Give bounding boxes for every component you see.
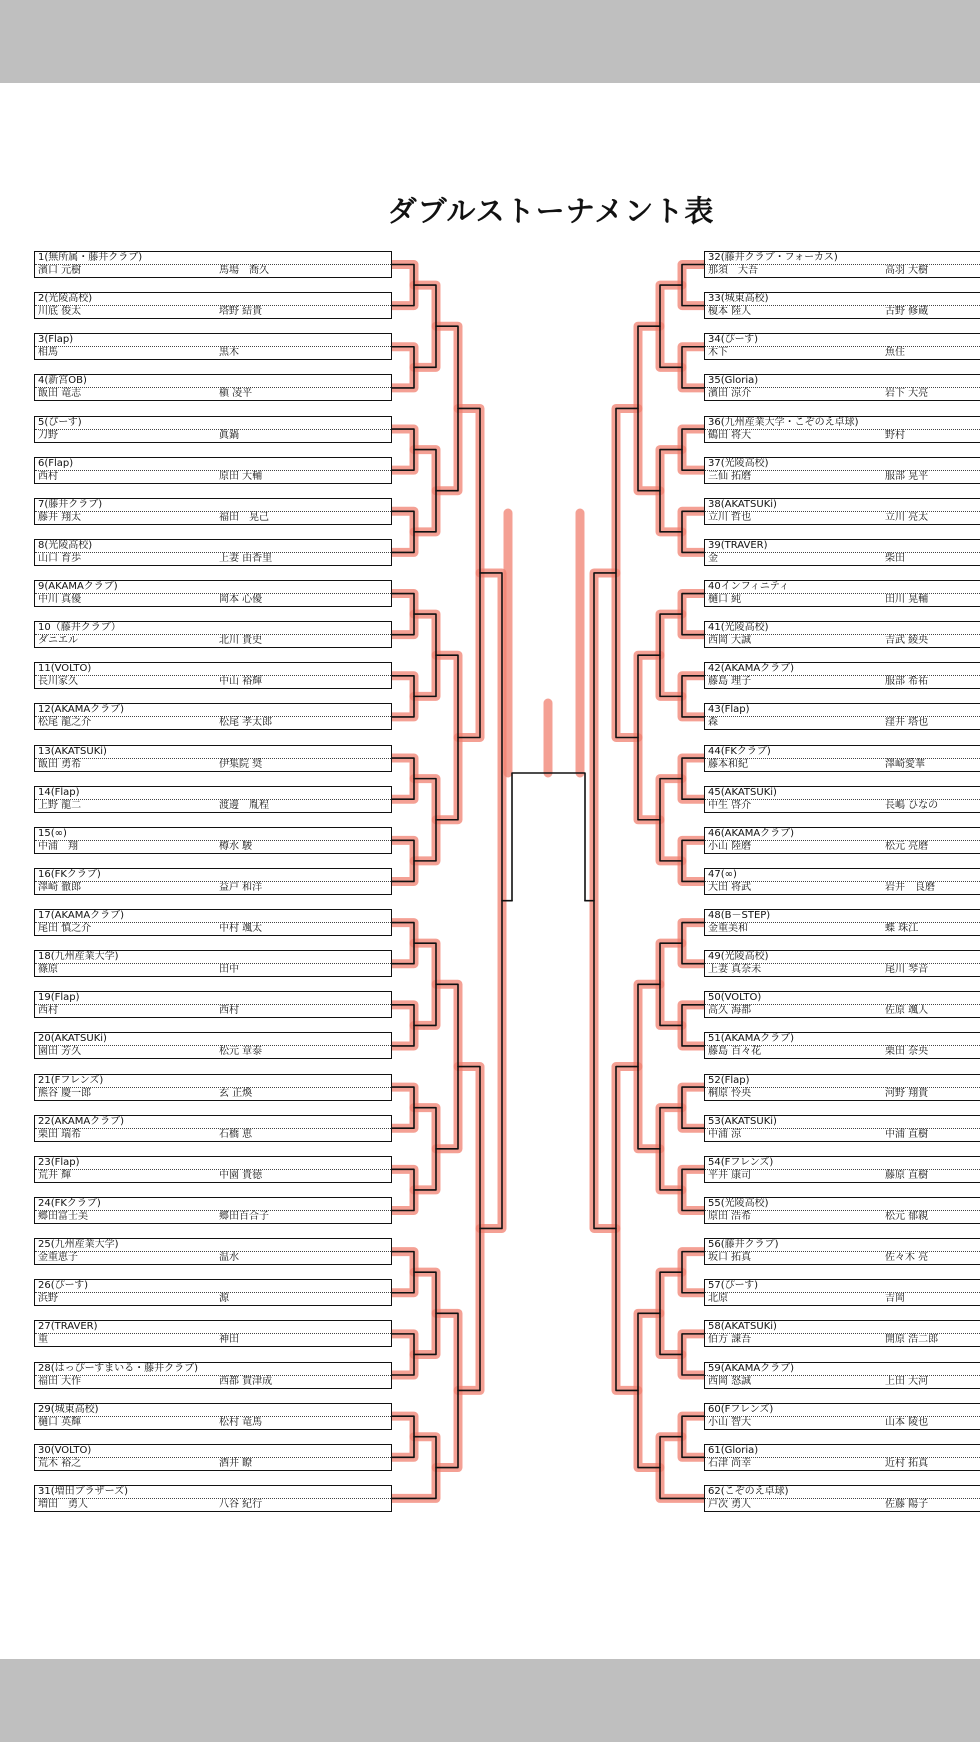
player-1: 山口 育歩 bbox=[38, 552, 82, 564]
player-1: 藤島 百々花 bbox=[708, 1046, 762, 1058]
player-2: 樽水 駿 bbox=[219, 840, 253, 852]
team-name: 43(Flap) bbox=[708, 704, 750, 716]
dotted-divider bbox=[35, 552, 391, 553]
player-2: 服部 希祐 bbox=[885, 676, 929, 688]
team-name: 41(光陵高校) bbox=[708, 622, 769, 634]
player-1: 川底 俊太 bbox=[38, 306, 82, 318]
team-name: 59(AKAMAクラブ) bbox=[708, 1362, 795, 1374]
player-2: 北川 貴史 bbox=[219, 635, 263, 647]
dotted-divider bbox=[35, 1210, 391, 1211]
player-2: 八谷 紀行 bbox=[219, 1498, 263, 1510]
team-name: 27(TRAVER) bbox=[38, 1321, 98, 1333]
player-2: 蝶 珠江 bbox=[885, 923, 919, 935]
team-name: 61(Gloria) bbox=[708, 1444, 759, 1456]
player-2: 塔野 結貴 bbox=[219, 306, 263, 318]
dotted-divider bbox=[35, 1498, 391, 1499]
player-1: 北原 bbox=[708, 1293, 728, 1305]
dotted-divider bbox=[35, 305, 391, 306]
dotted-divider bbox=[35, 1004, 391, 1005]
team-name: 19(Flap) bbox=[38, 992, 80, 1004]
team-name: 17(AKAMAクラブ) bbox=[38, 910, 125, 922]
dotted-divider bbox=[35, 264, 391, 265]
entry-right-24 bbox=[704, 1197, 980, 1224]
team-name: 18(九州産業大学) bbox=[38, 951, 119, 963]
dotted-divider bbox=[35, 1045, 391, 1046]
player-1: 上野 龍二 bbox=[38, 799, 82, 811]
player-1: 濱口 元樹 bbox=[38, 265, 82, 276]
player-2: 田川 晃輔 bbox=[885, 594, 929, 606]
player-2: 益戸 和洋 bbox=[219, 881, 263, 893]
entry-left-5 bbox=[34, 416, 392, 443]
entry-right-15 bbox=[704, 827, 980, 854]
player-1: 金重美和 bbox=[708, 923, 748, 935]
team-name: 52(Flap) bbox=[708, 1074, 750, 1086]
player-1: 西村 bbox=[38, 470, 58, 482]
entry-left-30 bbox=[34, 1444, 392, 1471]
team-name: 11(VOLTO) bbox=[38, 663, 92, 675]
player-2: 福田 晃己 bbox=[219, 511, 269, 523]
player-2: 古野 修蔵 bbox=[885, 306, 929, 318]
player-2: 佐原 颯人 bbox=[885, 1005, 929, 1017]
dotted-divider bbox=[35, 346, 391, 347]
team-name: 62(こぞのえ卓球) bbox=[708, 1485, 789, 1497]
entry-right-18 bbox=[704, 950, 980, 977]
player-2: 岩下 大亮 bbox=[885, 388, 929, 400]
player-2: 眞鍋 bbox=[219, 429, 239, 441]
entry-right-8 bbox=[704, 539, 980, 566]
entry-left-25 bbox=[34, 1238, 392, 1265]
player-2: 吉武 綾央 bbox=[885, 635, 929, 647]
entry-right-4 bbox=[704, 374, 980, 401]
player-2: 中園 貴徳 bbox=[219, 1169, 263, 1181]
player-1: 大田 将武 bbox=[708, 881, 752, 893]
player-1: 西岡 大誠 bbox=[708, 635, 752, 647]
team-name: 23(Flap) bbox=[38, 1156, 80, 1168]
player-2: 上妻 由香里 bbox=[219, 552, 273, 564]
team-name: 58(AKATSUKi) bbox=[708, 1321, 777, 1333]
entry-left-10 bbox=[34, 621, 392, 648]
player-2: 伊集院 奨 bbox=[219, 758, 263, 770]
player-2: 長嶋 ひなの bbox=[885, 799, 939, 811]
player-2: 服部 晃平 bbox=[885, 470, 929, 482]
team-name: 33(城東高校) bbox=[708, 293, 769, 305]
team-name: 54(Fフレンズ) bbox=[708, 1156, 774, 1168]
entry-right-12 bbox=[704, 703, 980, 730]
entry-right-14 bbox=[704, 786, 980, 813]
player-2: 温水 bbox=[219, 1252, 239, 1264]
entry-left-9 bbox=[34, 580, 392, 607]
player-2: 馬場 喬久 bbox=[219, 265, 269, 276]
team-name: 47(∞) bbox=[708, 868, 737, 880]
entry-left-15 bbox=[34, 827, 392, 854]
team-name: 36(九州産業大学・こぞのえ卓球) bbox=[708, 416, 859, 428]
entry-right-21 bbox=[704, 1074, 980, 1101]
team-name: 6(Flap) bbox=[38, 457, 74, 469]
entry-left-16 bbox=[34, 868, 392, 895]
entry-right-17 bbox=[704, 909, 980, 936]
team-name: 34(ぴーす) bbox=[708, 334, 759, 346]
player-1: 相馬 bbox=[38, 347, 58, 359]
team-name: 22(AKAMAクラブ) bbox=[38, 1115, 125, 1127]
player-1: 浜野 bbox=[38, 1293, 58, 1305]
player-2: 柴田 bbox=[885, 552, 905, 564]
team-name: 48(B－STEP) bbox=[708, 910, 771, 922]
player-1: 松尾 龍之介 bbox=[38, 717, 92, 729]
player-1: 荒木 裕之 bbox=[38, 1457, 82, 1469]
player-1: 立川 哲也 bbox=[708, 511, 752, 523]
entry-right-1 bbox=[704, 251, 980, 278]
team-name: 46(AKAMAクラブ) bbox=[708, 827, 795, 839]
team-name: 8(光陵高校) bbox=[38, 539, 93, 551]
player-2: 神田 bbox=[219, 1334, 239, 1346]
player-2: 山本 陵也 bbox=[885, 1416, 929, 1428]
player-1: 重 bbox=[38, 1334, 48, 1346]
dotted-divider bbox=[35, 840, 391, 841]
entry-right-19 bbox=[704, 991, 980, 1018]
player-2: 西都 賀津成 bbox=[219, 1375, 273, 1387]
player-1: 栗田 瑞希 bbox=[38, 1128, 82, 1140]
player-1: 高久 海都 bbox=[708, 1005, 752, 1017]
entry-right-5 bbox=[704, 416, 980, 443]
player-1: 飯田 勇希 bbox=[38, 758, 82, 770]
dotted-divider bbox=[35, 387, 391, 388]
player-1: 飯田 竜志 bbox=[38, 388, 82, 400]
entry-left-18 bbox=[34, 950, 392, 977]
entry-left-20 bbox=[34, 1032, 392, 1059]
team-name: 2(光陵高校) bbox=[38, 293, 93, 305]
final-highlight bbox=[508, 513, 580, 773]
player-2: 岡本 心優 bbox=[219, 594, 263, 606]
player-1: 郷田富士美 bbox=[38, 1210, 88, 1222]
player-1: 原田 浩希 bbox=[708, 1210, 752, 1222]
player-1: 澤崎 徹郎 bbox=[38, 881, 82, 893]
dotted-divider bbox=[705, 1292, 980, 1293]
player-1: 伯方 諌吾 bbox=[708, 1334, 752, 1346]
team-name: 44(FKクラブ) bbox=[708, 745, 771, 757]
team-name: 35(Gloria) bbox=[708, 375, 759, 387]
team-name: 1(無所属・藤井クラブ) bbox=[38, 252, 143, 263]
entry-right-9 bbox=[704, 580, 980, 607]
player-2: 松元 亮磨 bbox=[885, 840, 929, 852]
player-2: 魚住 bbox=[885, 347, 905, 359]
entry-right-16 bbox=[704, 868, 980, 895]
team-name: 39(TRAVER) bbox=[708, 539, 768, 551]
entry-right-6 bbox=[704, 457, 980, 484]
player-1: 樋口 英輝 bbox=[38, 1416, 82, 1428]
team-name: 16(FKクラブ) bbox=[38, 868, 101, 880]
player-2: 渡邊 胤程 bbox=[219, 799, 269, 811]
page-title: ダブルストーナメント表 bbox=[387, 194, 715, 228]
team-name: 53(AKATSUKi) bbox=[708, 1115, 777, 1127]
dotted-divider bbox=[35, 1292, 391, 1293]
player-2: 松元 郁親 bbox=[885, 1210, 929, 1222]
player-1: 三仙 拓磨 bbox=[708, 470, 752, 482]
team-name: 29(城東高校) bbox=[38, 1403, 99, 1415]
dotted-divider bbox=[35, 511, 391, 512]
dotted-divider bbox=[35, 1416, 391, 1417]
final-match bbox=[512, 773, 585, 901]
dotted-divider bbox=[35, 634, 391, 635]
player-2: 松元 章泰 bbox=[219, 1046, 263, 1058]
dotted-divider bbox=[35, 881, 391, 882]
team-name: 51(AKAMAクラブ) bbox=[708, 1033, 795, 1045]
player-2: 中村 颯太 bbox=[219, 923, 263, 935]
team-name: 49(光陵高校) bbox=[708, 951, 769, 963]
player-2: 尾川 琴音 bbox=[885, 964, 929, 976]
player-1: 藤井 翔太 bbox=[38, 511, 82, 523]
dotted-divider bbox=[35, 1128, 391, 1129]
team-name: 20(AKATSUKi) bbox=[38, 1033, 107, 1045]
player-1: 小山 智大 bbox=[708, 1416, 752, 1428]
player-2: 近村 拓真 bbox=[885, 1457, 929, 1469]
player-1: 戸次 勇人 bbox=[708, 1498, 752, 1510]
entry-left-2 bbox=[34, 292, 392, 319]
player-2: 岩井 良磨 bbox=[885, 881, 935, 893]
entry-left-22 bbox=[34, 1115, 392, 1142]
entry-right-22 bbox=[704, 1115, 980, 1142]
team-name: 4(新宮OB) bbox=[38, 375, 87, 387]
dotted-divider bbox=[705, 593, 980, 594]
dotted-divider bbox=[35, 429, 391, 430]
player-1: 平井 康司 bbox=[708, 1169, 752, 1181]
dotted-divider bbox=[35, 1375, 391, 1376]
dotted-divider bbox=[35, 1251, 391, 1252]
player-1: 金重恵子 bbox=[38, 1252, 78, 1264]
player-2: 松尾 孝太郎 bbox=[219, 717, 273, 729]
player-1: 荒井 輝 bbox=[38, 1169, 72, 1181]
entry-right-30 bbox=[704, 1444, 980, 1471]
player-1: 増田 勇人 bbox=[38, 1498, 88, 1510]
player-1: 森 bbox=[708, 717, 718, 729]
player-2: 野村 bbox=[885, 429, 905, 441]
entry-left-6 bbox=[34, 457, 392, 484]
player-1: 西岡 怒誠 bbox=[708, 1375, 752, 1387]
player-2: 栗田 奈央 bbox=[885, 1046, 929, 1058]
player-2: 中浦 直樹 bbox=[885, 1128, 929, 1140]
entry-left-27 bbox=[34, 1320, 392, 1347]
player-2: 窪井 塔也 bbox=[885, 717, 929, 729]
entry-right-28 bbox=[704, 1362, 980, 1389]
player-2: 玄 正煥 bbox=[219, 1087, 253, 1099]
team-name: 40インフィニティ bbox=[708, 581, 790, 593]
player-1: 坂口 拓真 bbox=[708, 1252, 752, 1264]
entry-right-23 bbox=[704, 1156, 980, 1183]
player-2: 上田 大河 bbox=[885, 1375, 929, 1387]
team-name: 14(Flap) bbox=[38, 786, 80, 798]
player-1: ダニエル bbox=[38, 635, 78, 647]
dotted-divider bbox=[35, 1333, 391, 1334]
player-1: 園田 芳久 bbox=[38, 1046, 82, 1058]
team-name: 10（藤井クラブ） bbox=[38, 622, 121, 634]
player-2: 石橋 恵 bbox=[219, 1128, 253, 1140]
entry-right-27 bbox=[704, 1320, 980, 1347]
player-1: 篠原 bbox=[38, 964, 58, 976]
team-name: 13(AKATSUKi) bbox=[38, 745, 107, 757]
entry-right-10 bbox=[704, 621, 980, 648]
team-name: 15(∞) bbox=[38, 827, 67, 839]
entry-left-26 bbox=[34, 1279, 392, 1306]
entry-right-25 bbox=[704, 1238, 980, 1265]
player-2: 吉岡 bbox=[885, 1293, 905, 1305]
entry-left-23 bbox=[34, 1156, 392, 1183]
player-1: 中川 真優 bbox=[38, 594, 82, 606]
entry-right-7 bbox=[704, 498, 980, 525]
entry-right-13 bbox=[704, 745, 980, 772]
player-1: 長川家久 bbox=[38, 676, 78, 688]
team-name: 7(藤井クラブ) bbox=[38, 498, 103, 510]
dotted-divider bbox=[35, 593, 391, 594]
team-name: 57(ぴーす) bbox=[708, 1280, 759, 1292]
team-name: 32(藤井クラブ・フォーカス) bbox=[708, 252, 838, 263]
player-2: 開原 浩二郎 bbox=[885, 1334, 939, 1346]
player-2: 原田 大輔 bbox=[219, 470, 263, 482]
team-name: 9(AKAMAクラブ) bbox=[38, 581, 118, 593]
team-name: 38(AKATSUKi) bbox=[708, 498, 777, 510]
player-1: 中浦 涼 bbox=[708, 1128, 742, 1140]
team-name: 28(はっぴーすまいる・藤井クラブ) bbox=[38, 1362, 199, 1374]
player-2: 西村 bbox=[219, 1005, 239, 1017]
dotted-divider bbox=[35, 799, 391, 800]
team-name: 21(Fフレンズ) bbox=[38, 1074, 104, 1086]
dotted-divider bbox=[35, 758, 391, 759]
dotted-divider bbox=[705, 716, 980, 717]
entry-left-13 bbox=[34, 745, 392, 772]
player-1: 鶴田 将大 bbox=[708, 429, 752, 441]
player-2: 槇 凌平 bbox=[219, 388, 253, 400]
player-1: 上妻 真奈未 bbox=[708, 964, 762, 976]
dotted-divider bbox=[705, 552, 980, 553]
player-2: 立川 亮太 bbox=[885, 511, 929, 523]
entry-left-7 bbox=[34, 498, 392, 525]
player-2: 酒井 瞭 bbox=[219, 1457, 253, 1469]
team-name: 42(AKAMAクラブ) bbox=[708, 663, 795, 675]
team-name: 26(ぴーす) bbox=[38, 1280, 89, 1292]
entry-left-28 bbox=[34, 1362, 392, 1389]
entry-right-11 bbox=[704, 662, 980, 689]
entry-left-8 bbox=[34, 539, 392, 566]
player-1: 濱田 涼介 bbox=[708, 388, 752, 400]
entry-left-19 bbox=[34, 991, 392, 1018]
player-2: 源 bbox=[219, 1293, 229, 1305]
entry-left-29 bbox=[34, 1403, 392, 1430]
player-1: 中生 啓介 bbox=[708, 799, 752, 811]
entry-right-2 bbox=[704, 292, 980, 319]
entry-left-12 bbox=[34, 703, 392, 730]
team-name: 12(AKAMAクラブ) bbox=[38, 704, 125, 716]
entry-right-29 bbox=[704, 1403, 980, 1430]
entry-left-17 bbox=[34, 909, 392, 936]
player-2: 松村 竜馬 bbox=[219, 1416, 263, 1428]
team-name: 5(ぴーす) bbox=[38, 416, 82, 428]
dotted-divider bbox=[705, 346, 980, 347]
player-2: 黒木 bbox=[219, 347, 239, 359]
player-1: 那須 大吾 bbox=[708, 265, 758, 276]
team-name: 50(VOLTO) bbox=[708, 992, 762, 1004]
player-2: 田中 bbox=[219, 964, 239, 976]
player-1: 福田 大作 bbox=[38, 1375, 82, 1387]
player-2: 佐藤 陽子 bbox=[885, 1498, 929, 1510]
entry-left-1 bbox=[34, 251, 392, 278]
entry-right-20 bbox=[704, 1032, 980, 1059]
team-name: 55(光陵高校) bbox=[708, 1197, 769, 1209]
entry-right-31 bbox=[704, 1485, 980, 1512]
entry-left-31 bbox=[34, 1485, 392, 1512]
player-2: 河野 翔貴 bbox=[885, 1087, 929, 1099]
team-name: 24(FKクラブ) bbox=[38, 1197, 101, 1209]
player-1: 中浦 翔 bbox=[38, 840, 78, 852]
player-2: 澤崎愛華 bbox=[885, 758, 925, 770]
player-2: 佐々木 亮 bbox=[885, 1252, 929, 1264]
dotted-divider bbox=[705, 1128, 980, 1129]
player-1: 藤島 理子 bbox=[708, 676, 752, 688]
team-name: 56(藤井クラブ) bbox=[708, 1239, 779, 1251]
team-name: 37(光陵高校) bbox=[708, 457, 769, 469]
entry-left-14 bbox=[34, 786, 392, 813]
entry-left-21 bbox=[34, 1074, 392, 1101]
player-1: 金 bbox=[708, 552, 718, 564]
player-1: 石津 尚幸 bbox=[708, 1457, 752, 1469]
player-2: 郷田百合子 bbox=[219, 1210, 269, 1222]
team-name: 30(VOLTO) bbox=[38, 1444, 92, 1456]
player-1: 木下 bbox=[708, 347, 728, 359]
entry-left-11 bbox=[34, 662, 392, 689]
dotted-divider bbox=[35, 675, 391, 676]
player-2: 中山 裕輝 bbox=[219, 676, 263, 688]
player-1: 藤本和紀 bbox=[708, 758, 748, 770]
entry-right-26 bbox=[704, 1279, 980, 1306]
entry-left-24 bbox=[34, 1197, 392, 1224]
player-1: 刀野 bbox=[38, 429, 58, 441]
entry-left-4 bbox=[34, 374, 392, 401]
dotted-divider bbox=[35, 1169, 391, 1170]
player-1: 桐原 怜央 bbox=[708, 1087, 752, 1099]
player-2: 高羽 大樹 bbox=[885, 265, 929, 276]
dotted-divider bbox=[35, 470, 391, 471]
team-name: 3(Flap) bbox=[38, 334, 74, 346]
player-1: 尾田 慎之介 bbox=[38, 923, 92, 935]
player-1: 樋口 純 bbox=[708, 594, 742, 606]
team-name: 25(九州産業大学) bbox=[38, 1239, 119, 1251]
player-2: 藤原 直樹 bbox=[885, 1169, 929, 1181]
team-name: 60(Fフレンズ) bbox=[708, 1403, 774, 1415]
player-1: 熊谷 慶一郎 bbox=[38, 1087, 92, 1099]
dotted-divider bbox=[35, 1457, 391, 1458]
player-1: 小山 陸磨 bbox=[708, 840, 752, 852]
player-1: 西村 bbox=[38, 1005, 58, 1017]
entry-left-3 bbox=[34, 333, 392, 360]
player-1: 榎本 陸人 bbox=[708, 306, 752, 318]
entry-right-3 bbox=[704, 333, 980, 360]
team-name: 31(増田ブラザーズ) bbox=[38, 1485, 129, 1497]
dotted-divider bbox=[35, 963, 391, 964]
team-name: 45(AKATSUKi) bbox=[708, 786, 777, 798]
tournament-sheet bbox=[0, 83, 980, 1659]
